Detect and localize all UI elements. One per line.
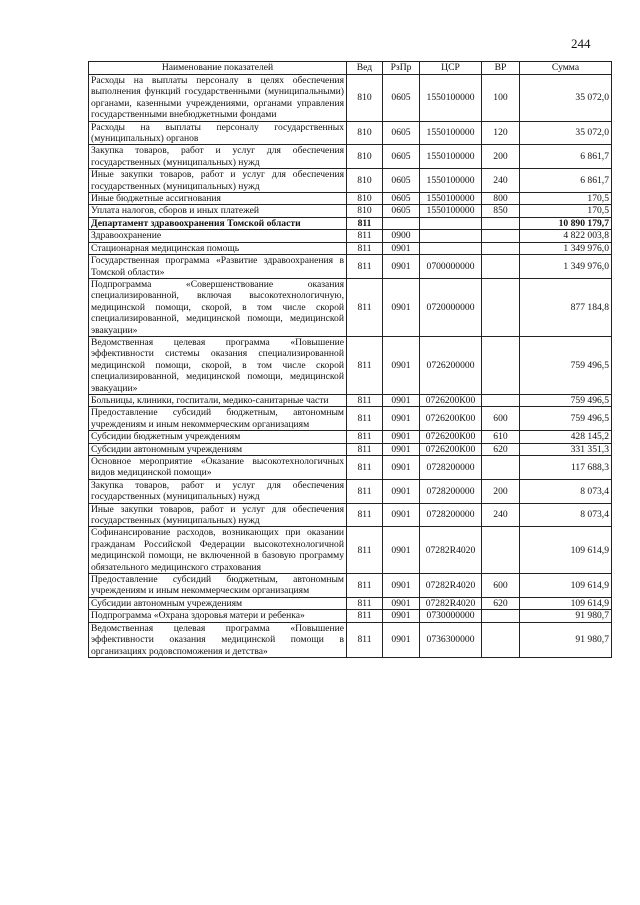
cell-name: Уплата налогов, сборов и иных платежей [89, 205, 347, 217]
cell-rzpr: 0901 [383, 503, 420, 527]
cell-sum: 759 496,5 [520, 407, 612, 431]
cell-csr: 0726200К00 [420, 431, 482, 443]
cell-name: Расходы на выплаты персоналу государственных (муниципальных) органов [89, 121, 347, 145]
cell-csr: 0726200К00 [420, 443, 482, 455]
cell-name: Подпрограмма «Охрана здоровья матери и ребенка» [89, 610, 347, 622]
table-row [89, 242, 612, 254]
cell-ved: 811 [347, 230, 383, 242]
cell-ved: 811 [347, 527, 383, 574]
table-row [89, 479, 612, 503]
cell-csr: 0700000000 [420, 255, 482, 279]
cell-name: Подпрограмма «Совершенствование оказания специализированной, включая высокотехнологичную, медицинской помощи, скорой, в том числе скорой специализированной, медицинской помощи, медицинской эвакуации» [89, 278, 347, 336]
cell-ved: 811 [347, 242, 383, 254]
cell-ved: 811 [347, 407, 383, 431]
cell-ved: 811 [347, 217, 383, 229]
cell-csr: 1550100000 [420, 145, 482, 169]
table-row [89, 574, 612, 598]
cell-vr: 800 [482, 193, 520, 205]
cell-name: Иные закупки товаров, работ и услуг для обеспечения государственных (муниципальных) нужд [89, 169, 347, 193]
cell-ved: 811 [347, 503, 383, 527]
cell-vr [482, 336, 520, 394]
cell-csr: 1550100000 [420, 205, 482, 217]
cell-csr: 1550100000 [420, 169, 482, 193]
cell-rzpr: 0605 [383, 169, 420, 193]
cell-rzpr: 0901 [383, 456, 420, 480]
cell-vr: 620 [482, 443, 520, 455]
cell-rzpr: 0901 [383, 242, 420, 254]
table-row [89, 205, 612, 217]
table-row [89, 527, 612, 574]
cell-ved: 810 [347, 193, 383, 205]
cell-ved: 811 [347, 443, 383, 455]
cell-name: Субсидии бюджетным учреждениям [89, 431, 347, 443]
cell-rzpr: 0901 [383, 443, 420, 455]
cell-vr: 610 [482, 431, 520, 443]
cell-csr: 0728200000 [420, 503, 482, 527]
cell-name: Иные бюджетные ассигнования [89, 193, 347, 205]
cell-csr: 0726200К00 [420, 407, 482, 431]
cell-sum: 1 349 976,0 [520, 255, 612, 279]
cell-sum: 6 861,7 [520, 145, 612, 169]
table-row [89, 230, 612, 242]
cell-vr: 200 [482, 145, 520, 169]
cell-vr: 240 [482, 169, 520, 193]
table-row [89, 597, 612, 609]
col-header-rzpr: РзПр [383, 62, 420, 75]
cell-rzpr: 0901 [383, 610, 420, 622]
cell-vr: 100 [482, 75, 520, 122]
cell-csr: 0728200000 [420, 479, 482, 503]
cell-ved: 811 [347, 255, 383, 279]
cell-rzpr: 0901 [383, 597, 420, 609]
table-row [89, 610, 612, 622]
cell-rzpr: 0901 [383, 394, 420, 406]
col-header-csr: ЦСР [420, 62, 482, 75]
cell-ved: 810 [347, 75, 383, 122]
cell-ved: 811 [347, 610, 383, 622]
cell-sum: 35 072,0 [520, 121, 612, 145]
cell-vr [482, 242, 520, 254]
table-row [89, 503, 612, 527]
table-row [89, 255, 612, 279]
cell-sum: 91 980,7 [520, 622, 612, 657]
cell-name: Государственная программа «Развитие здравоохранения в Томской области» [89, 255, 347, 279]
cell-sum: 759 496,5 [520, 394, 612, 406]
cell-rzpr: 0605 [383, 205, 420, 217]
cell-csr: 0726200000 [420, 336, 482, 394]
cell-sum: 428 145,2 [520, 431, 612, 443]
cell-sum: 6 861,7 [520, 169, 612, 193]
cell-sum: 8 073,4 [520, 503, 612, 527]
cell-name: Ведомственная целевая программа «Повышение эффективности системы оказания специализированной медицинской помощи, скорой, в том числе скорой специализированной, медицинской помощи, медицинской эвакуации» [89, 336, 347, 394]
cell-sum: 10 890 179,7 [520, 217, 612, 229]
cell-sum: 759 496,5 [520, 336, 612, 394]
cell-sum: 91 980,7 [520, 610, 612, 622]
cell-ved: 811 [347, 336, 383, 394]
table-row [89, 443, 612, 455]
cell-sum: 1 349 976,0 [520, 242, 612, 254]
cell-vr [482, 217, 520, 229]
cell-vr: 200 [482, 479, 520, 503]
table-row [89, 145, 612, 169]
table-row [89, 456, 612, 480]
cell-csr: 1550100000 [420, 75, 482, 122]
cell-rzpr: 0901 [383, 407, 420, 431]
cell-rzpr: 0901 [383, 622, 420, 657]
cell-csr: 07282R4020 [420, 597, 482, 609]
cell-vr [482, 622, 520, 657]
cell-ved: 811 [347, 431, 383, 443]
cell-csr [420, 217, 482, 229]
cell-vr: 600 [482, 407, 520, 431]
cell-rzpr: 0901 [383, 574, 420, 598]
table-row [89, 278, 612, 336]
cell-name: Здравоохранение [89, 230, 347, 242]
cell-rzpr: 0605 [383, 75, 420, 122]
table-row [89, 169, 612, 193]
cell-name: Субсидии автономным учреждениям [89, 443, 347, 455]
cell-name: Субсидии автономным учреждениям [89, 597, 347, 609]
cell-rzpr: 0901 [383, 431, 420, 443]
table-row [89, 622, 612, 657]
cell-csr [420, 230, 482, 242]
cell-csr: 07282R4020 [420, 574, 482, 598]
table-row [89, 193, 612, 205]
table-row [89, 431, 612, 443]
cell-rzpr: 0901 [383, 255, 420, 279]
cell-sum: 117 688,3 [520, 456, 612, 480]
cell-sum: 331 351,3 [520, 443, 612, 455]
table-body [89, 75, 612, 658]
cell-csr: 0726200К00 [420, 394, 482, 406]
cell-name: Департамент здравоохранения Томской области [89, 217, 347, 229]
cell-vr: 240 [482, 503, 520, 527]
cell-name: Софинансирование расходов, возникающих при оказании гражданам Российской Федерации высокотехнологичной медицинской помощи, не включенной в базовую программу обязательного медицинского страхования [89, 527, 347, 574]
cell-name: Закупка товаров, работ и услуг для обеспечения государственных (муниципальных) нужд [89, 145, 347, 169]
cell-vr: 120 [482, 121, 520, 145]
cell-csr: 1550100000 [420, 121, 482, 145]
cell-sum: 170,5 [520, 193, 612, 205]
cell-ved: 811 [347, 479, 383, 503]
page-number: 244 [571, 36, 591, 51]
table-row [89, 75, 612, 122]
cell-csr [420, 242, 482, 254]
cell-ved: 810 [347, 205, 383, 217]
cell-ved: 810 [347, 169, 383, 193]
cell-ved: 810 [347, 121, 383, 145]
cell-name: Расходы на выплаты персоналу в целях обеспечения выполнения функций государственными (муниципальными) органами, казенными учреждениями, органами управления государственными внебюджетными фондами [89, 75, 347, 122]
table-row [89, 121, 612, 145]
cell-sum: 4 822 003,8 [520, 230, 612, 242]
col-header-name: Наименование показателей [89, 62, 347, 75]
cell-rzpr: 0900 [383, 230, 420, 242]
col-header-vr: ВР [482, 62, 520, 75]
cell-name: Ведомственная целевая программа «Повышение эффективности оказания медицинской помощи в организациях родовспоможения и детства» [89, 622, 347, 657]
cell-vr [482, 610, 520, 622]
cell-vr [482, 527, 520, 574]
cell-csr: 07282R4020 [420, 527, 482, 574]
cell-name: Закупка товаров, работ и услуг для обеспечения государственных (муниципальных) нужд [89, 479, 347, 503]
cell-ved: 811 [347, 278, 383, 336]
cell-vr: 620 [482, 597, 520, 609]
cell-sum: 877 184,8 [520, 278, 612, 336]
table-row [89, 394, 612, 406]
cell-ved: 810 [347, 145, 383, 169]
cell-rzpr [383, 217, 420, 229]
cell-sum: 109 614,9 [520, 597, 612, 609]
cell-rzpr: 0605 [383, 193, 420, 205]
cell-vr [482, 394, 520, 406]
cell-rzpr: 0605 [383, 145, 420, 169]
col-header-sum: Сумма [520, 62, 612, 75]
cell-name: Основное мероприятие «Оказание высокотехнологичных видов медицинской помощи» [89, 456, 347, 480]
cell-rzpr: 0901 [383, 336, 420, 394]
cell-rzpr: 0901 [383, 278, 420, 336]
cell-ved: 811 [347, 574, 383, 598]
cell-name: Больницы, клиники, госпитали, медико-санитарные части [89, 394, 347, 406]
cell-csr: 1550100000 [420, 193, 482, 205]
table-row [89, 336, 612, 394]
cell-ved: 811 [347, 622, 383, 657]
table-row [89, 217, 612, 229]
cell-vr [482, 255, 520, 279]
cell-csr: 0736300000 [420, 622, 482, 657]
budget-table [88, 61, 612, 658]
cell-csr: 0730000000 [420, 610, 482, 622]
cell-vr [482, 278, 520, 336]
cell-vr [482, 456, 520, 480]
table-header-row [89, 62, 612, 75]
cell-ved: 811 [347, 394, 383, 406]
cell-vr: 850 [482, 205, 520, 217]
cell-ved: 811 [347, 597, 383, 609]
cell-rzpr: 0605 [383, 121, 420, 145]
cell-ved: 811 [347, 456, 383, 480]
cell-vr [482, 230, 520, 242]
cell-name: Иные закупки товаров, работ и услуг для обеспечения государственных (муниципальных) нужд [89, 503, 347, 527]
cell-vr: 600 [482, 574, 520, 598]
cell-sum: 35 072,0 [520, 75, 612, 122]
table-row [89, 407, 612, 431]
cell-csr: 0728200000 [420, 456, 482, 480]
cell-name: Стационарная медицинская помощь [89, 242, 347, 254]
cell-name: Предоставление субсидий бюджетным, автономным учреждениям и иным некоммерческим организациям [89, 574, 347, 598]
cell-csr: 0720000000 [420, 278, 482, 336]
col-header-ved: Вед [347, 62, 383, 75]
cell-sum: 109 614,9 [520, 574, 612, 598]
cell-name: Предоставление субсидий бюджетным, автономным учреждениям и иным некоммерческим организациям [89, 407, 347, 431]
cell-rzpr: 0901 [383, 527, 420, 574]
cell-sum: 8 073,4 [520, 479, 612, 503]
cell-sum: 170,5 [520, 205, 612, 217]
cell-rzpr: 0901 [383, 479, 420, 503]
cell-sum: 109 614,9 [520, 527, 612, 574]
